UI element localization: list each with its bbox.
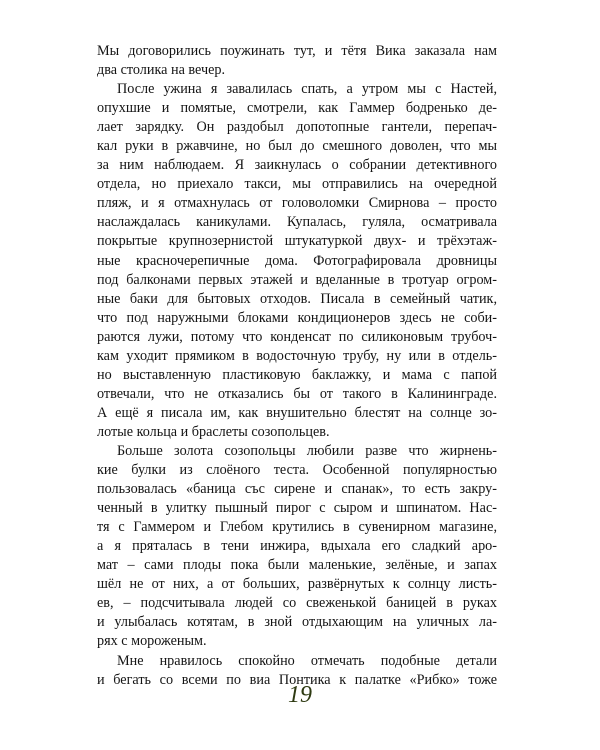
- text-line: опухшие и помятые, смотрели, как Гаммер бодренько де-: [97, 100, 497, 117]
- text-line: а я пряталась в тени инжира, вдыхала его сладкий аро-: [97, 538, 497, 555]
- text-line: покрытые крупнозернистой штукатуркой двух- и трёхэтаж-: [97, 233, 497, 250]
- text-line: раются лужи, потому что конденсат по силиконовым трубоч-: [97, 328, 497, 345]
- text-line: пользовалась «баница със сирене и спанак», то есть закру-: [97, 481, 497, 498]
- text-line: отвечали, что не отказались бы от такого в Калининграде.: [97, 385, 497, 402]
- text-line: шёл не от них, а от больших, развёрнутых к солнцу листь-: [97, 576, 497, 593]
- text-line: лотые кольца и браслеты созопольцев.: [97, 423, 330, 440]
- text-line: пляж, и я отмахнулась от головоломки Смирнова – просто: [97, 195, 497, 212]
- text-line: После ужина я завалилась спать, а утром мы с Настей,: [117, 81, 497, 98]
- text-line: но выставленную пластиковую баклажку, и мама с папой: [97, 366, 497, 383]
- text-line: и бегать со всеми по виа Понтика к палатке «Рибко» тоже: [97, 671, 497, 688]
- text-line: Больше золота созопольцы любили разве что жирнень-: [117, 442, 497, 459]
- text-line: ченный в улитку пышный пирог с сыром и шпинатом. Нас-: [97, 500, 497, 517]
- text-line: ев, – подсчитывала людей со свеженькой баницей в руках: [97, 595, 497, 612]
- page-body-text: [97, 42, 497, 690]
- text-line: тя с Гаммером и Глебом крутились в сувенирном магазине,: [97, 519, 497, 536]
- text-line: отдела, но приехало такси, мы отправились на очередной: [97, 176, 497, 193]
- text-line: за ним наблюдаем. Я заикнулась о собрании детективного: [97, 157, 497, 174]
- text-line: ные красночерепичные дома. Фотографировала дровницы: [97, 252, 497, 269]
- text-line: Мне нравилось спокойно отмечать подобные детали: [117, 652, 497, 669]
- text-line: два столика на вечер.: [97, 62, 226, 79]
- text-line: рях с мороженым.: [97, 633, 207, 650]
- text-line: кам уходит прямиком в водосточную трубу, ну или в отдель-: [97, 347, 497, 364]
- text-line: мат – сами плоды пока были маленькие, зелёные, и запах: [97, 557, 497, 574]
- text-line: ные баки для бытовых отходов. Писала в семейный чатик,: [97, 290, 497, 307]
- text-line: и улыбалась котятам, в зной отдыхающим на уличных ла-: [97, 614, 497, 631]
- text-line: кал руки в ржавчине, но был до смешного доволен, что мы: [97, 138, 497, 155]
- text-line: лает зарядку. Он раздобыл допотопные гантели, перепач-: [97, 119, 497, 136]
- text-line: наслаждалась каникулами. Купалась, гуляла, осматривала: [97, 214, 497, 231]
- text-line: что под наружными блоками кондиционеров здесь не соби-: [97, 309, 497, 326]
- text-line: А ещё я писала им, как внушительно блестят на солнце зо-: [97, 404, 497, 421]
- page-number: 19: [288, 682, 312, 708]
- text-line: кие булки из слоёного теста. Особенной популярностью: [97, 462, 497, 479]
- text-line: Мы договорились поужинать тут, и тётя Вика заказала нам: [97, 43, 497, 59]
- text-line: под балконами первых этажей и вделанные в тротуар огром-: [97, 271, 497, 288]
